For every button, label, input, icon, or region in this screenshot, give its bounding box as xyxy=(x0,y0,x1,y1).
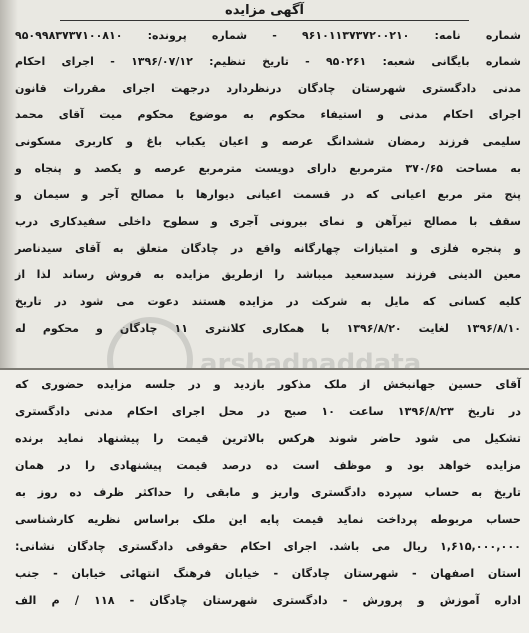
notice-line: سقف با مصالح تیرآهن و نمای بیرونی آجری و سطوح داخلی سفیدکاری درب xyxy=(15,215,521,228)
notice-line: اجرای احکام مدنی و استیفاء محکوم به موضوع محکوم میت آقای محمد xyxy=(15,108,521,121)
notice-line: مدنی دادگستری شهرستان چادگان درنظردارد درجهت اجرای مقررات قانون xyxy=(15,82,521,95)
notice-line: تشکیل می شود حاضر شوند هرکس بالاترین قیمت را پیشنهاد نماید برنده xyxy=(15,432,521,445)
notice-line: به مساحت ۳۷۰/۶۵ مترمربع دارای دویست مترمربع عرصه و یکصد و پنجاه و xyxy=(15,162,521,175)
notice-line: سلیمی فرزند رمضان ششدانگ عرصه و اعیان یکباب باغ و کاربری مسکونی xyxy=(15,135,521,148)
notice-line: استان اصفهان - شهرستان چادگان - خیابان فرهنگ انتهائی خیابان - جنب xyxy=(15,567,521,580)
notice-line: پنج متر مربع اعیانی که در قسمت اعیانی دیوارها با مصالح آجر و سیمان و xyxy=(15,188,521,201)
notice-line: اداره آموزش و پرورش - دادگستری شهرستان چادگان - ۱۱۸ / م الف xyxy=(15,594,521,607)
notice-line: مزایده خواهد بود و موظف است ده درصد قیمت پیشنهادی را در همان xyxy=(15,459,521,472)
notice-line: در تاریخ ۱۳۹۶/۸/۲۳ ساعت ۱۰ صبح در محل اجرای احکام مدنی دادگستری xyxy=(15,405,521,418)
notice-line: کلیه کسانی که مایل به شرکت در مزایده هستند دعوت می شود در تاریخ xyxy=(15,295,521,308)
notice-line: و پنجره فلزی و امتیازات چهارگانه واقع در چادگان متعلق به آقای سیدناصر xyxy=(15,242,521,255)
title-divider xyxy=(60,20,469,21)
watermark-text: arshadnaddata xyxy=(200,349,422,379)
notice-title: آگهی مزایده xyxy=(225,3,304,18)
notice-line: ۱۳۹۶/۸/۱۰ لغایت ۱۳۹۶/۸/۲۰ با همکاری کلانتری ۱۱ چادگان و محکوم له xyxy=(15,322,522,335)
notice-line: شماره نامه: ۹۶۱۰۱۱۳۷۳۷۲۰۰۲۱۰ - شماره پرونده: ۹۵۰۹۹۸۳۷۳۷۱۰۰۸۱۰ xyxy=(15,29,521,42)
notice-line: ۱,۶۱۵,۰۰۰,۰۰۰ ریال می باشد. اجرای احکام حقوقی دادگستری چادگان نشانی: xyxy=(15,540,521,553)
notice-line: حساب مربوطه پرداخت نماید قیمت پایه این ملک براساس نظریه کارشناسی xyxy=(15,513,521,526)
notice-line: تاریخ به حساب سپرده دادگستری واریز و مابقی را حداکثر ظرف ده روز به xyxy=(15,486,521,499)
notice-bottom-piece xyxy=(0,368,529,633)
notice-line: معین الدینی فرزند سیدسعید میباشد را ازطریق مزایده به فروش رساند لذا از xyxy=(15,268,521,281)
notice-line: شماره بایگانی شعبه: ۹۵۰۲۶۱ - تاریخ تنظیم: ۱۳۹۶/۰۷/۱۲ - اجرای احکام xyxy=(15,55,521,68)
notice-line: آقای حسین جهانبخش از ملک مذکور بازدید و در جلسه مزایده حضوری که xyxy=(15,378,521,391)
